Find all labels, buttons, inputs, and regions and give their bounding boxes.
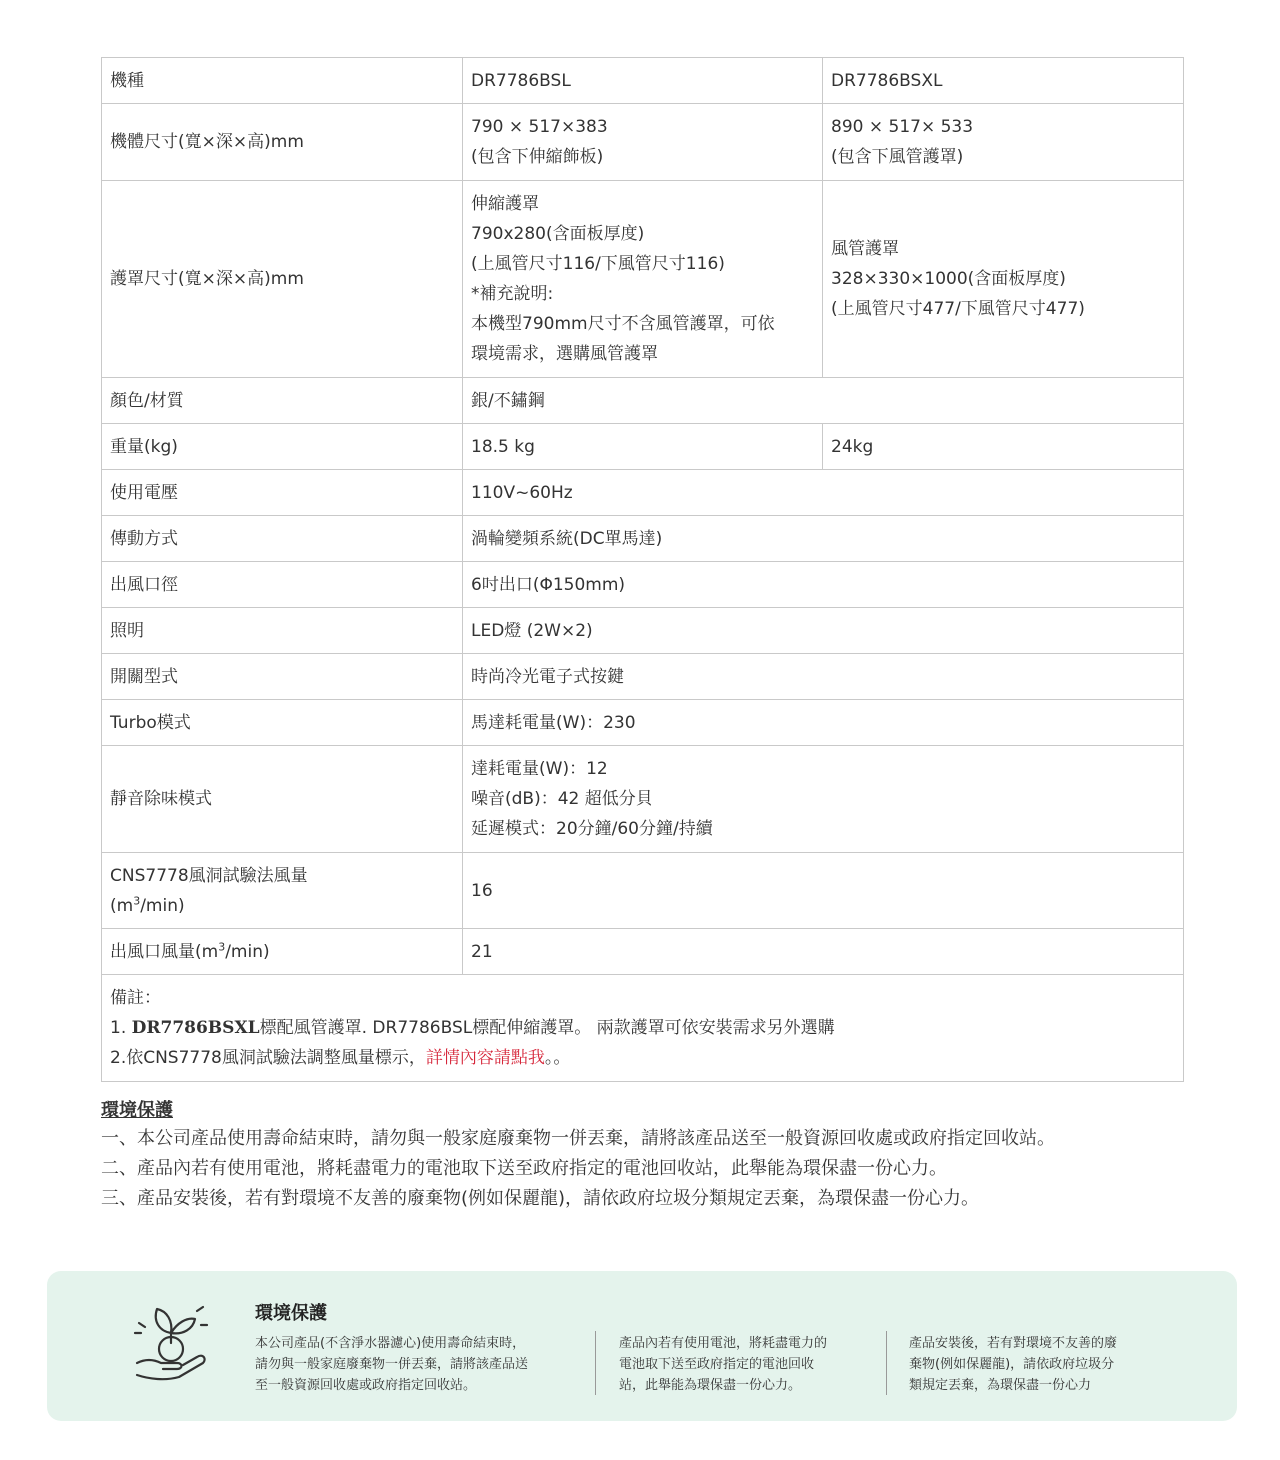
row-label: Turbo模式 xyxy=(102,700,463,746)
cell-line: 790 × 517×383 xyxy=(471,117,608,137)
table-row xyxy=(102,104,1184,181)
note-model: DR7786BSXL xyxy=(131,1018,260,1038)
superscript: 3 xyxy=(218,939,226,953)
row-label: 照明 xyxy=(102,608,463,654)
banner-line: 本公司產品(不含淨水器濾心)使用壽命結束時， xyxy=(255,1336,526,1351)
label-part: /min) xyxy=(225,941,270,962)
cell-value xyxy=(463,104,823,181)
row-label: 機體尺寸(寬×深×高)mm xyxy=(102,104,463,181)
cell-line: 本機型790mm尺寸不含風管護罩，可依 xyxy=(471,314,775,334)
env-line-1: 一、本公司產品使用壽命結束時，請勿與一般家庭廢棄物一併丟棄，請將該產品送至一般資源回收處或政府指定回收站。 xyxy=(101,1128,1055,1149)
cell-value: 18.5 kg xyxy=(463,424,823,470)
note-2 xyxy=(110,1043,1175,1073)
cell-value xyxy=(463,181,823,378)
row-label: 機種 xyxy=(102,58,463,104)
cell-value: 馬達耗電量(W)：230 xyxy=(463,700,1184,746)
table-row xyxy=(102,516,1184,562)
note-part: 標配風管護罩. DR7786BSL標配伸縮護罩。 兩款護罩可依安裝需求另外選購 xyxy=(259,1018,835,1038)
hand-plant-icon xyxy=(131,1297,211,1383)
cell-line: 環境需求，選購風管護罩 xyxy=(471,344,658,364)
banner-line: 類規定丟棄，為環保盡一份心力 xyxy=(909,1378,1092,1393)
cell-value: 21 xyxy=(463,929,1184,975)
label-part: 出風口風量(m xyxy=(110,941,219,962)
row-label: 重量(kg) xyxy=(102,424,463,470)
cns-label-line1: CNS7778風洞試驗法風量 xyxy=(110,865,308,886)
env-line-2: 二、產品內若有使用電池，將耗盡電力的電池取下送至政府指定的電池回收站，此舉能為環保盡一份心力。 xyxy=(101,1158,947,1179)
cell-line: 延遲模式：20分鐘/60分鐘/持續 xyxy=(471,819,713,839)
row-label: 使用電壓 xyxy=(102,470,463,516)
cell-value: DR7786BSL xyxy=(463,58,823,104)
table-row xyxy=(102,975,1184,1082)
cell-line: 風管護罩 xyxy=(831,239,899,259)
superscript: 3 xyxy=(133,893,141,907)
table-row xyxy=(102,654,1184,700)
spec-table xyxy=(101,57,1184,1082)
table-row xyxy=(102,181,1184,378)
banner-line: 站，此舉能為環保盡一份心力。 xyxy=(619,1378,802,1393)
note-part: 。。 xyxy=(544,1048,571,1068)
row-label: 出風口徑 xyxy=(102,562,463,608)
banner-line: 產品安裝後，若有對環境不友善的廢 xyxy=(909,1336,1118,1351)
cell-line: 890 × 517× 533 xyxy=(831,117,974,137)
note-part: 2.依CNS7778風洞試驗法調整風量標示， xyxy=(110,1048,426,1068)
table-row xyxy=(102,746,1184,853)
banner-title: 環境保護 xyxy=(255,1303,327,1324)
banner-col-1 xyxy=(255,1333,585,1396)
row-label: 傳動方式 xyxy=(102,516,463,562)
cell-value: 渦輪變頻系統(DC單馬達) xyxy=(463,516,1184,562)
env-line-3: 三、產品安裝後，若有對環境不友善的廢棄物(例如保麗龍)，請依政府垃圾分類規定丟棄，為環保盡一份心力。 xyxy=(101,1188,980,1209)
note-part: 1. xyxy=(110,1018,132,1038)
row-label: 護罩尺寸(寬×深×高)mm xyxy=(102,181,463,378)
cell-value: 銀/不鏽鋼 xyxy=(463,378,1184,424)
cell-line: *補充說明: xyxy=(471,284,554,304)
notes-title: 備註： xyxy=(110,988,161,1008)
column-divider xyxy=(886,1331,887,1395)
banner-line: 電池取下送至政府指定的電池回收 xyxy=(619,1357,815,1372)
table-row xyxy=(102,470,1184,516)
table-row xyxy=(102,424,1184,470)
label-part: /min) xyxy=(140,895,185,916)
env-title: 環境保護 xyxy=(101,1100,173,1121)
row-label: 開關型式 xyxy=(102,654,463,700)
row-label xyxy=(102,929,463,975)
banner-line: 產品內若有使用電池，將耗盡電力的 xyxy=(619,1336,828,1351)
cell-value: LED燈 (2W×2) xyxy=(463,608,1184,654)
banner-line: 請勿與一般家庭廢棄物一併丟棄，請將該產品送 xyxy=(255,1357,529,1372)
cell-line: 伸縮護罩 xyxy=(471,194,539,214)
table-row xyxy=(102,853,1184,929)
label-part: (m xyxy=(110,895,134,916)
banner-line: 至一般資源回收處或政府指定回收站。 xyxy=(255,1378,477,1393)
cns-label-line2 xyxy=(110,891,454,921)
cell-value: 16 xyxy=(463,853,1184,929)
cell-line: 328×330×1000(含面板厚度) xyxy=(831,269,1066,289)
table-row xyxy=(102,58,1184,104)
cell-value: 110V~60Hz xyxy=(463,470,1184,516)
cell-value: 24kg xyxy=(823,424,1184,470)
cell-line: 790x280(含面板厚度) xyxy=(471,224,645,244)
table-row xyxy=(102,929,1184,975)
banner-col-3 xyxy=(909,1333,1169,1396)
row-label xyxy=(102,853,463,929)
cell-value xyxy=(463,746,1184,853)
note-1 xyxy=(110,1013,1175,1043)
cell-line: 達耗電量(W)：12 xyxy=(471,759,608,779)
env-section xyxy=(101,1098,1201,1214)
cell-line: (包含下伸縮飾板) xyxy=(471,147,604,167)
cell-line: (包含下風管護罩) xyxy=(831,147,964,167)
table-row xyxy=(102,562,1184,608)
cell-line: (上風管尺寸477/下風管尺寸477) xyxy=(831,299,1085,319)
table-row xyxy=(102,378,1184,424)
table-row xyxy=(102,608,1184,654)
cell-value: 時尚冷光電子式按鍵 xyxy=(463,654,1184,700)
table-row xyxy=(102,700,1184,746)
banner-col-2 xyxy=(619,1333,869,1396)
cell-value xyxy=(823,104,1184,181)
details-link[interactable]: 詳情內容請點我 xyxy=(425,1048,545,1068)
banner-line: 棄物(例如保麗龍)，請依政府垃圾分 xyxy=(909,1357,1115,1372)
cell-value: DR7786BSXL xyxy=(823,58,1184,104)
row-label: 靜音除味模式 xyxy=(102,746,463,853)
notes-cell xyxy=(102,975,1184,1082)
row-label: 顏色/材質 xyxy=(102,378,463,424)
cell-value: 6吋出口(Φ150mm) xyxy=(463,562,1184,608)
cell-line: 噪音(dB)：42 超低分貝 xyxy=(471,789,653,809)
cell-value xyxy=(823,181,1184,378)
env-banner xyxy=(47,1271,1237,1421)
cell-line: (上風管尺寸116/下風管尺寸116) xyxy=(471,254,725,274)
column-divider xyxy=(595,1331,596,1395)
